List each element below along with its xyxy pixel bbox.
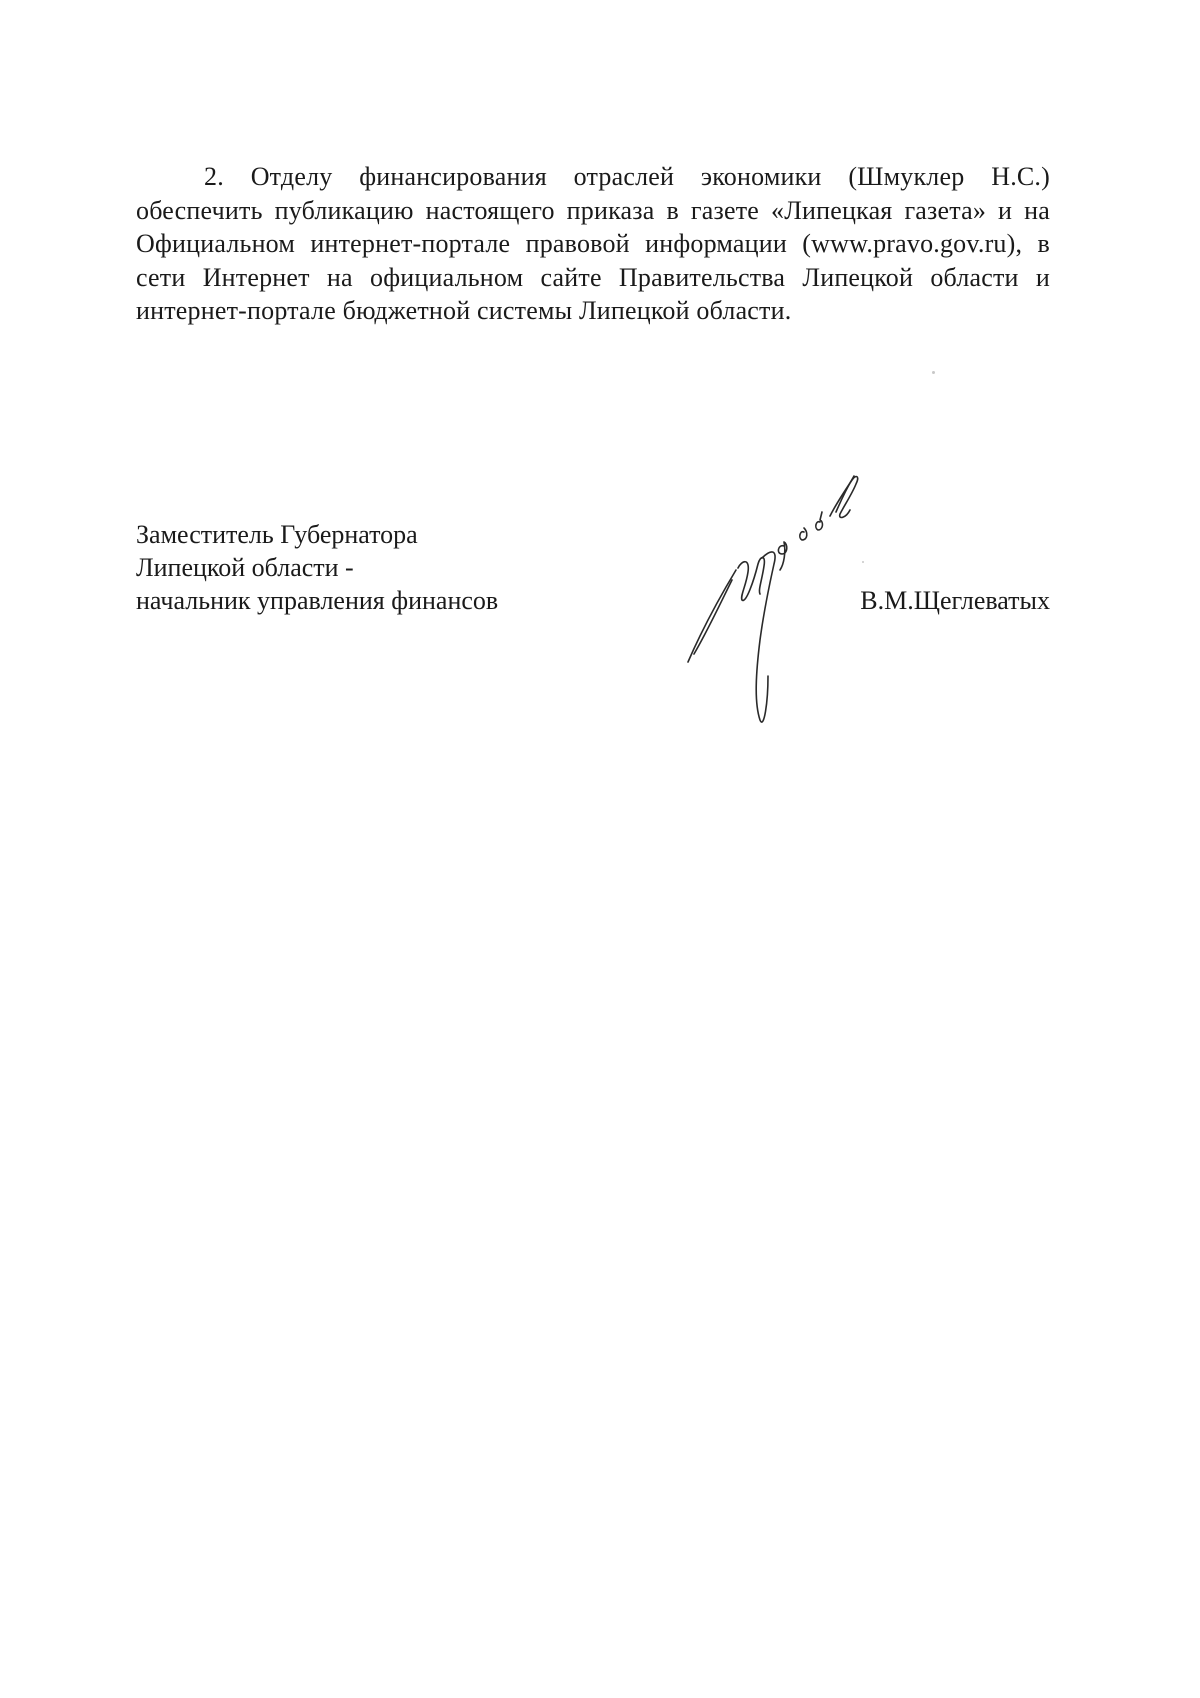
scan-artifact [932, 371, 935, 374]
signatory-title-line-1: Заместитель Губернатора [136, 520, 418, 549]
scan-artifact [862, 561, 864, 563]
signatory-title [136, 518, 498, 617]
signatory-title-line-2: Липецкой области - [136, 553, 354, 582]
body-paragraph-item-2: 2. Отделу финансирования отраслей экономики (Шмуклер Н.С.) обеспечить публикацию настоящего приказа в газете «Липецкая газета» и на Официальном интернет-портале правовой информации (www.pravo.gov.ru), в сети Интернет на официальном сайте Правительства Липецкой области и интернет-портале бюджетной системы Липецкой области. [136, 162, 1050, 325]
signer-name: В.М.Щеглеватых [860, 586, 1050, 615]
signatory-title-line-3: начальник управления финансов [136, 586, 499, 615]
